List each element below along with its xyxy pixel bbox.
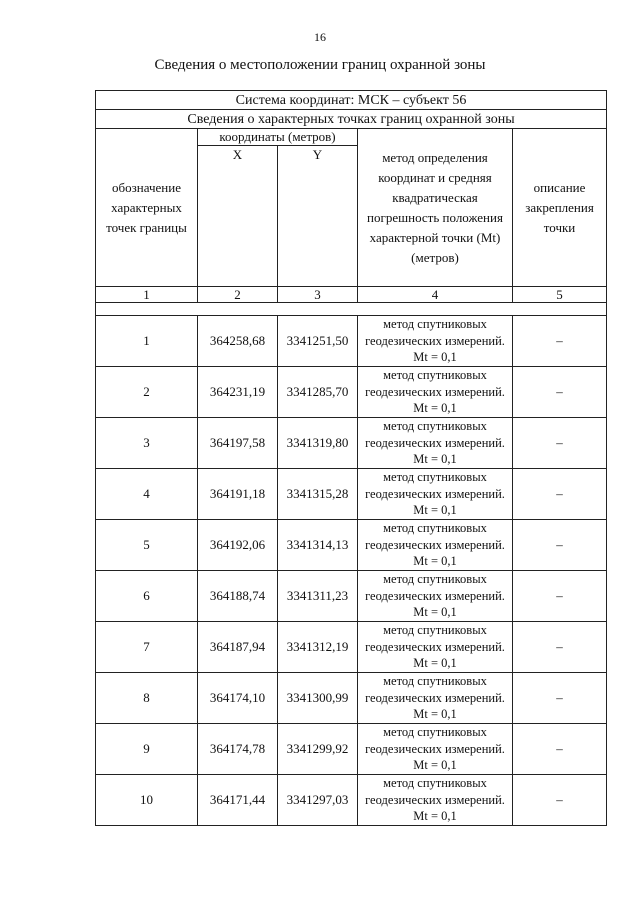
y-coordinate: 3341314,13 — [278, 520, 358, 571]
column-number: 1 — [96, 287, 198, 303]
method-cell: метод спутниковых геодезических измерений. Mt = 0,1 — [358, 367, 513, 418]
point-number: 1 — [96, 316, 198, 367]
header-x: X — [198, 146, 278, 286]
spacer-row — [96, 303, 607, 316]
point-number: 6 — [96, 571, 198, 622]
document-title: Сведения о местоположении границ охранной зоны — [154, 57, 486, 73]
column-number: 5 — [513, 287, 607, 303]
x-coordinate: 364231,19 — [198, 367, 278, 418]
column-number: 4 — [358, 287, 513, 303]
table-row — [96, 469, 607, 520]
y-coordinate: 3341251,50 — [278, 316, 358, 367]
table-row — [96, 520, 607, 571]
table-row — [96, 418, 607, 469]
x-coordinate: 364187,94 — [198, 622, 278, 673]
table-row — [96, 316, 607, 367]
table-row — [96, 673, 607, 724]
point-description: – — [513, 571, 607, 622]
table-row — [96, 622, 607, 673]
method-cell: метод спутниковых геодезических измерений. Mt = 0,1 — [358, 418, 513, 469]
point-description: – — [513, 418, 607, 469]
method-cell: метод спутниковых геодезических измерений. Mt = 0,1 — [358, 520, 513, 571]
x-coordinate: 364258,68 — [198, 316, 278, 367]
point-description: – — [513, 724, 607, 775]
x-coordinate: 364174,10 — [198, 673, 278, 724]
header-coordinates-label: координаты (метров) — [198, 129, 357, 146]
point-number: 3 — [96, 418, 198, 469]
x-coordinate: 364174,78 — [198, 724, 278, 775]
point-description: – — [513, 367, 607, 418]
column-number: 3 — [278, 287, 358, 303]
header-row — [96, 129, 607, 287]
point-description: – — [513, 622, 607, 673]
method-cell: метод спутниковых геодезических измерений. Mt = 0,1 — [358, 673, 513, 724]
y-coordinate: 3341285,70 — [278, 367, 358, 418]
y-coordinate: 3341311,23 — [278, 571, 358, 622]
page-number: 16 — [314, 30, 326, 44]
subtitle-row — [96, 110, 607, 129]
method-cell: метод спутниковых геодезических измерений. Mt = 0,1 — [358, 571, 513, 622]
point-number: 9 — [96, 724, 198, 775]
x-coordinate: 364191,18 — [198, 469, 278, 520]
column-number-row — [96, 287, 607, 303]
point-description: – — [513, 775, 607, 826]
method-cell: метод спутниковых геодезических измерений. Mt = 0,1 — [358, 469, 513, 520]
y-coordinate: 3341319,80 — [278, 418, 358, 469]
header-coordinates — [198, 129, 358, 287]
table-row — [96, 724, 607, 775]
method-cell: метод спутниковых геодезических измерений. Mt = 0,1 — [358, 622, 513, 673]
point-number: 5 — [96, 520, 198, 571]
boundary-points-table — [95, 90, 607, 826]
y-coordinate: 3341299,92 — [278, 724, 358, 775]
header-method: метод определения координат и средняя квадратическая погрешность положения характерной точки (Mt) (метров) — [358, 129, 513, 287]
header-description: описание закрепления точки — [513, 129, 607, 287]
coordinate-system-row — [96, 91, 607, 110]
method-cell: метод спутниковых геодезических измерений. Mt = 0,1 — [358, 316, 513, 367]
table-row — [96, 775, 607, 826]
y-coordinate: 3341315,28 — [278, 469, 358, 520]
point-number: 10 — [96, 775, 198, 826]
x-coordinate: 364192,06 — [198, 520, 278, 571]
x-coordinate: 364171,44 — [198, 775, 278, 826]
spacer-cell — [96, 303, 607, 316]
point-description: – — [513, 520, 607, 571]
point-description: – — [513, 673, 607, 724]
coordinate-system: Система координат: МСК – субъект 56 — [96, 91, 607, 110]
x-coordinate: 364188,74 — [198, 571, 278, 622]
table-row — [96, 571, 607, 622]
method-cell: метод спутниковых геодезических измерений. Mt = 0,1 — [358, 724, 513, 775]
point-number: 8 — [96, 673, 198, 724]
header-y: Y — [312, 147, 323, 162]
point-description: – — [513, 469, 607, 520]
table-subtitle: Сведения о характерных точках границ охранной зоны — [96, 110, 607, 129]
y-coordinate: 3341312,19 — [278, 622, 358, 673]
point-description: – — [513, 316, 607, 367]
point-number: 4 — [96, 469, 198, 520]
y-coordinate: 3341300,99 — [278, 673, 358, 724]
point-number: 2 — [96, 367, 198, 418]
header-xy — [198, 146, 357, 286]
x-coordinate: 364197,58 — [198, 418, 278, 469]
column-number: 2 — [198, 287, 278, 303]
header-designation: обозначение характерных точек границы — [96, 129, 198, 287]
point-number: 7 — [96, 622, 198, 673]
table-row — [96, 367, 607, 418]
method-cell: метод спутниковых геодезических измерений. Mt = 0,1 — [358, 775, 513, 826]
y-coordinate: 3341297,03 — [278, 775, 358, 826]
